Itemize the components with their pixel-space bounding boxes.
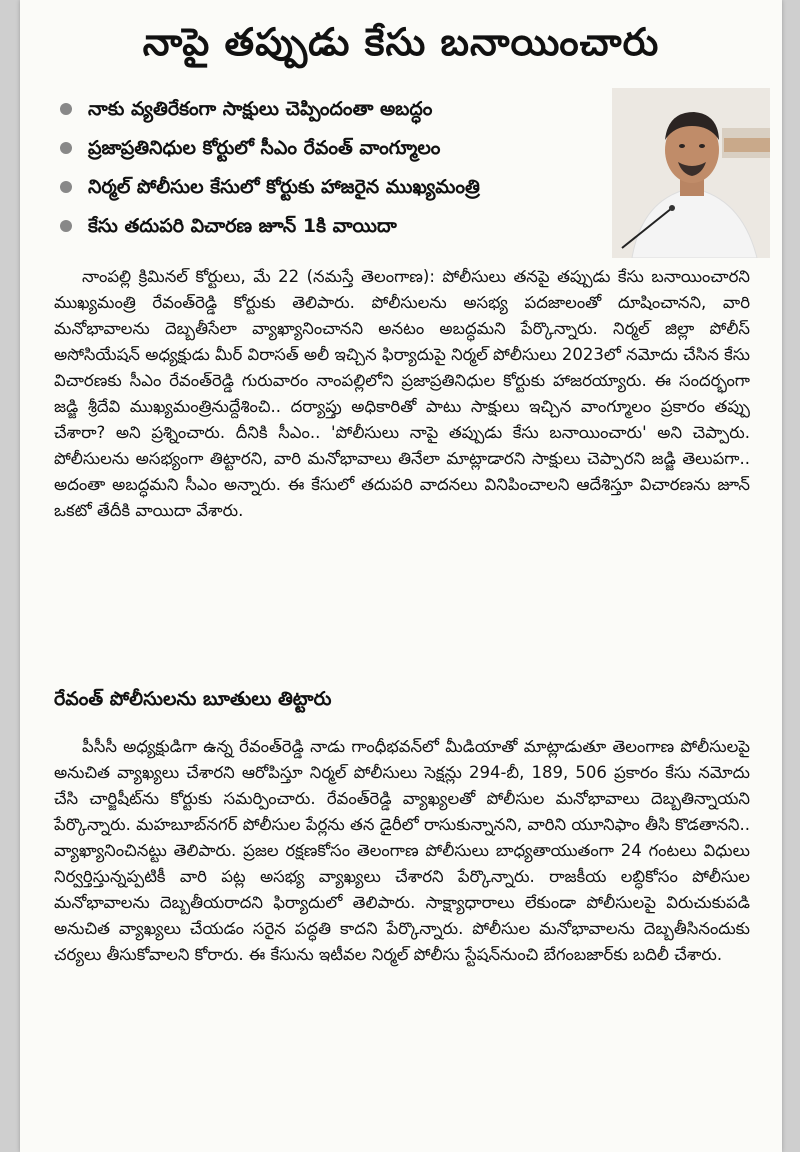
bullet-dot-icon <box>60 142 72 154</box>
bullet-text: కేసు తదుపరి విచారణ జూన్ 1కి వాయిదా <box>88 215 397 237</box>
bullet-dot-icon <box>60 220 72 232</box>
newspaper-clipping <box>20 0 782 1152</box>
portrait-illustration <box>612 88 770 258</box>
headline: నాపై తప్పుడు కేసు బనాయించారు <box>142 20 660 64</box>
bullet-text: ప్రజాప్రతినిధుల కోర్టులో సీఎం రేవంత్ వాంగ్మూలం <box>88 137 441 159</box>
bullet-item <box>58 133 598 172</box>
chief-minister-photo <box>612 88 770 258</box>
bullet-item <box>58 211 598 250</box>
bullet-text: నిర్మల్ పోలీసుల కేసులో కోర్టుకు హాజరైన ముఖ్యమంత్రి <box>88 176 480 198</box>
bullet-dot-icon <box>60 181 72 193</box>
bullet-text: నాకు వ్యతిరేకంగా సాక్షులు చెప్పిందంతా అబద్ధం <box>88 98 433 120</box>
subheading: రేవంత్ పోలీసులను బూతులు తిట్టారు <box>54 688 332 710</box>
article-paragraph-2: పీసీసీ అధ్యక్షుడిగా ఉన్న రేవంత్‌రెడ్డి నాడు గాంధీభవన్‌లో మీడియాతో మాట్లాడుతూ తెలంగాణ పోలీసులపై అనుచిత వ్యాఖ్యలు చేశారని ఆరోపిస్తూ నిర్మల్ పోలీసులు సెక్షన్లు 294-బీ, 189, 506 ప్రకారం కేసు నమోదు చేసి చార్జిషీట్‌ను కోర్టుకు సమర్పించారు. రేవంత్‌రెడ్డి వ్యాఖ్యలతో పోలీసుల మనోభావాలు దెబ్బతిన్నాయని పేర్కొన్నారు. మహబూబ్‌నగర్ పోలీసుల పేర్లను తన డైరీలో రాసుకున్నానని, వారిని యూనిఫాం తీసి కొడతానని.. వ్యాఖ్యానించినట్టు తెలిపారు. ప్రజల రక్షణకోసం తెలంగాణ పోలీసులు బాధ్యతాయుతంగా 24 గంటలు విధులు నిర్వర్తిస్తున్నప్పటికీ వారి పట్ల అసభ్య వ్యాఖ్యలు చేశారని పేర్కొన్నారు. రాజకీయ లబ్ధికోసం పోలీసుల మనోభావాలను దెబ్బతీయరాదని ఫిర్యాదులో తెలిపారు. సాక్ష్యాధారాలు లేకుండా పోలీసులపై విరుచుకుపడి అనుచిత వ్యాఖ్యలు చేయడం సరైన పద్ధతి కాదని పేర్కొన్నారు. పోలీసుల మనోభావాలను దెబ్బతీసినందుకు చర్యలు తీసుకోవాలని కోరారు. ఈ కేసును ఇటీవల నిర్మల్ పోలీసు స్టేషన్‌నుంచి బేగంబజార్‌కు బదిలీ చేశారు. <box>54 737 750 964</box>
article-paragraph-1: నాంపల్లి క్రిమినల్ కోర్టులు, మే 22 (నమస్తే తెలంగాణ): పోలీసులు తనపై తప్పుడు కేసు బనాయించారని ముఖ్యమంత్రి రేవంత్‌రెడ్డి కోర్టుకు తెలిపారు. పోలీసులను అసభ్య పదజాలంతో దూషించానని, వారి మనోభావాలను దెబ్బతీసేలా వ్యాఖ్యానించానని అనటం అబద్ధమని పేర్కొన్నారు. నిర్మల్ జిల్లా పోలీస్ అసోసియేషన్ అధ్యక్షుడు మీర్ విరాసత్ అలీ ఇచ్చిన ఫిర్యాదుపై నిర్మల్ పోలీసులు 2023లో నమోదు చేసిన కేసు విచారణకు సీఎం రేవంత్‌రెడ్డి గురువారం నాంపల్లిలోని ప్రజాప్రతినిధుల కోర్టుకు హాజరయ్యారు. ఈ సందర్భంగా జడ్జి శ్రీదేవి ముఖ్యమంత్రినుద్దేశించి.. దర్యాప్తు అధికారితో పాటు సాక్షులు ఇచ్చిన వాంగ్మూలం ప్రకారం తప్పు చేశారా? అని ప్రశ్నించారు. దీనికి సీఎం.. 'పోలీసులు నాపై తప్పుడు కేసు బనాయించారు' అని చెప్పారు. పోలీసులను అసభ్యంగా తిట్టారని, వారి మనోభావాలు తినేలా మాట్లాడారని సాక్షులు చెప్పారని జడ్జి తెలుపగా.. అదంతా అబద్ధమని సీఎం అన్నారు. ఈ కేసులో తదుపరి వాదనలు వినిపించాలని ఆదేశిస్తూ విచారణను జూన్ ఒకటో తేదీకి వాయిదా వేశారు. <box>54 267 750 520</box>
bullet-item <box>58 94 598 133</box>
bullet-item <box>58 172 598 211</box>
bullet-list <box>58 94 598 250</box>
bullet-dot-icon <box>60 103 72 115</box>
